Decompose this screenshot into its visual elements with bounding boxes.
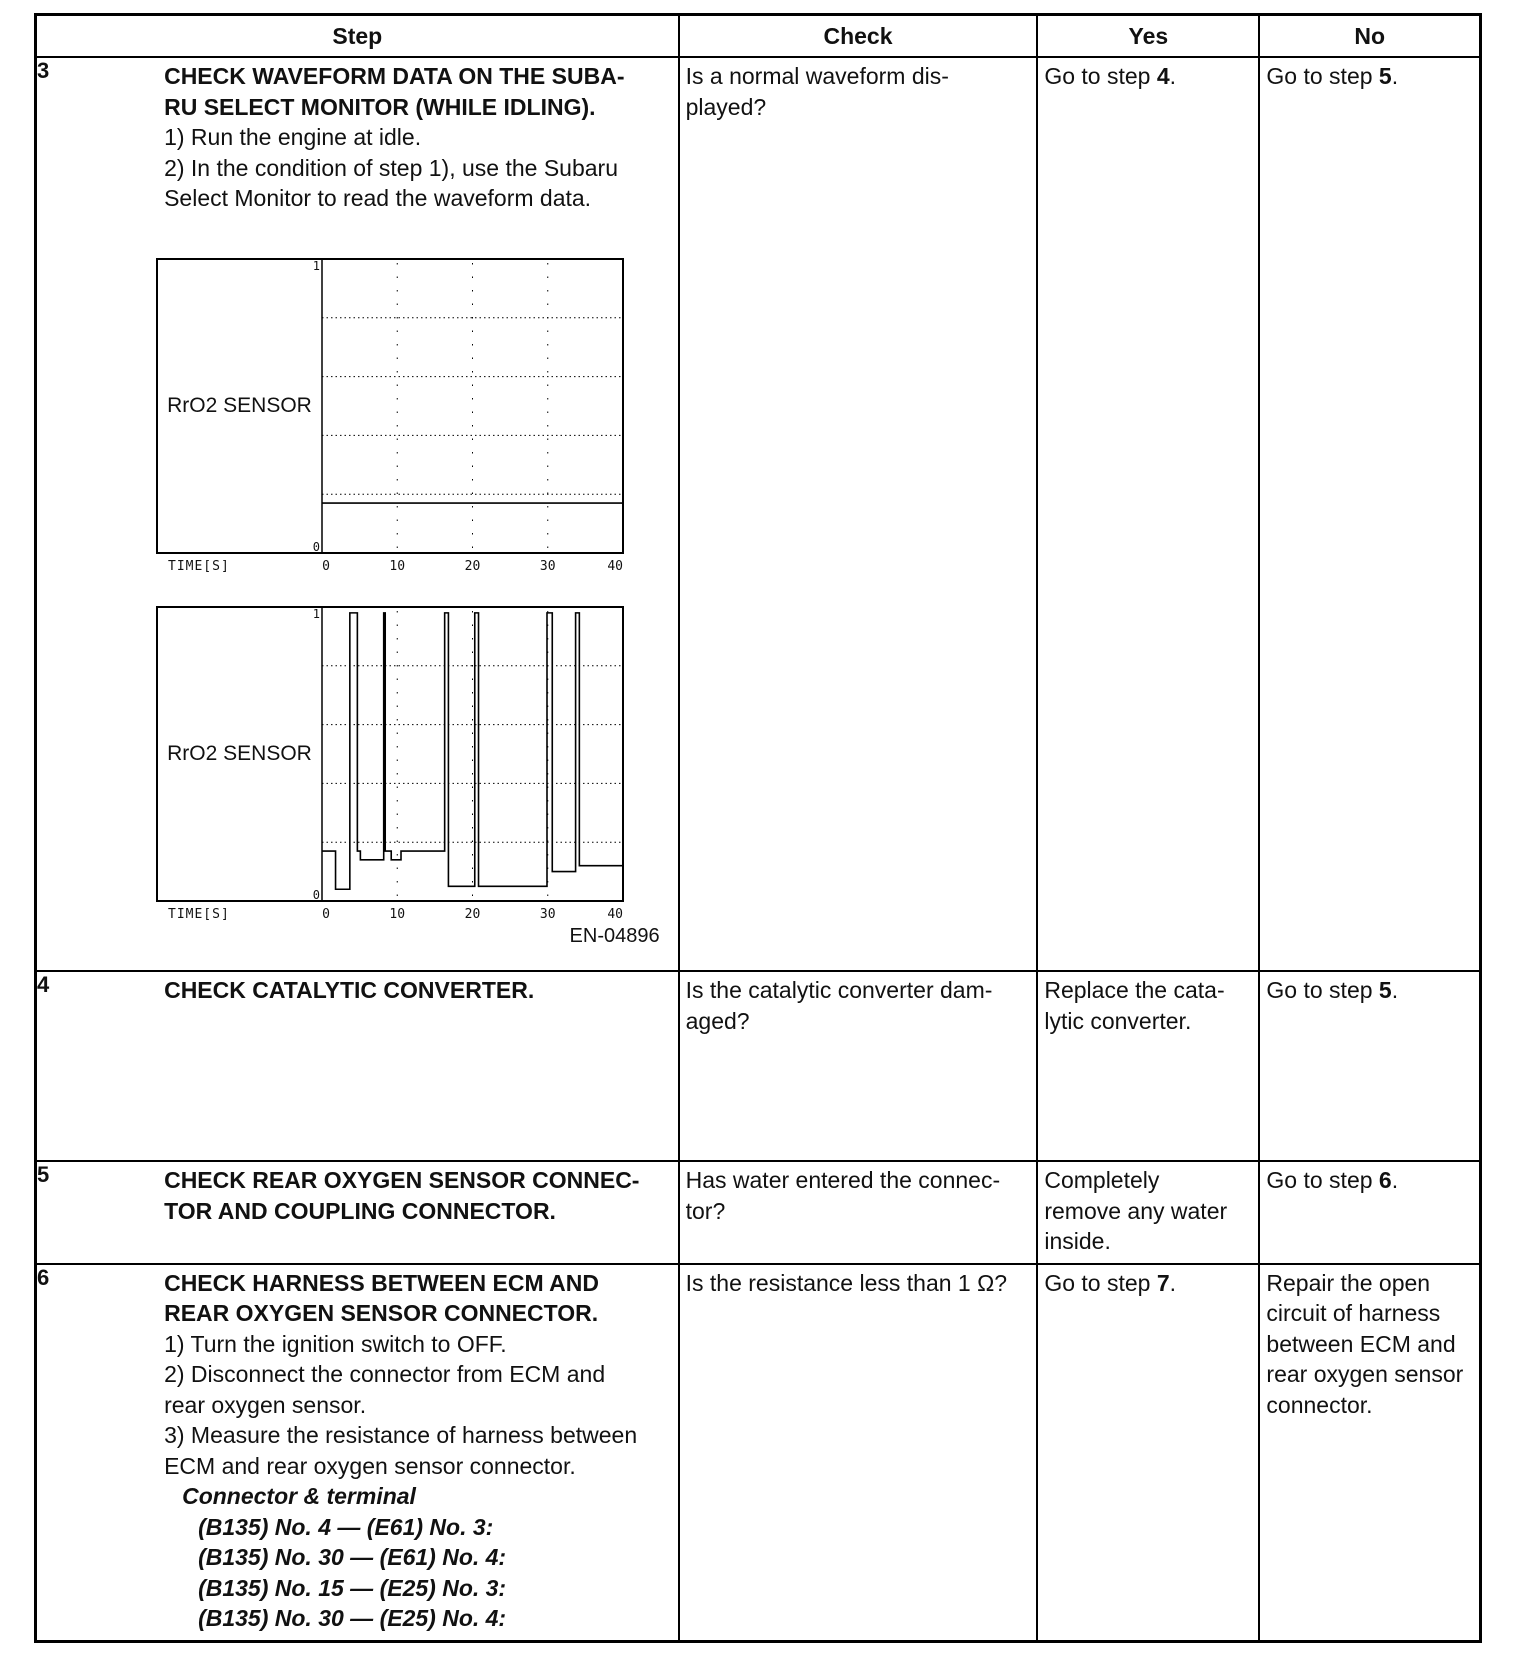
connector-terminal-spec: (B135) No. 30 — (E61) No. 4: xyxy=(198,1544,507,1570)
y-tick-label: 0 xyxy=(312,539,321,554)
check-cell xyxy=(679,1264,1038,1642)
x-tick-label: 0 xyxy=(322,558,330,574)
waveform-chart-normal xyxy=(156,258,631,578)
yes-text: . xyxy=(1169,1269,1177,1296)
step-description xyxy=(156,1161,679,1264)
x-tick-label: 20 xyxy=(464,906,481,922)
yes-text: Go to step xyxy=(1044,1269,1157,1296)
no-text: circuit of harness xyxy=(1266,1300,1441,1326)
step-number: 4 xyxy=(36,971,157,1161)
header-yes: Yes xyxy=(1037,15,1259,58)
step-instruction: 1) Turn the ignition switch to OFF. xyxy=(164,1330,507,1357)
yes-cell xyxy=(1037,57,1259,971)
no-text: . xyxy=(1391,977,1399,1003)
check-text: aged? xyxy=(685,1007,750,1034)
check-text: tor? xyxy=(685,1197,726,1224)
step-instruction: Select Monitor to read the waveform data. xyxy=(164,185,592,211)
no-text: Repair the open xyxy=(1266,1269,1431,1296)
x-tick-label: 40 xyxy=(607,906,624,922)
no-text: Go to step xyxy=(1266,977,1379,1003)
check-text: played? xyxy=(685,93,767,120)
table-row xyxy=(36,1161,1481,1264)
no-text: . xyxy=(1391,63,1399,89)
x-axis-label: TIME[S] xyxy=(168,906,230,922)
waveform-chart-svg xyxy=(156,606,631,926)
header-no: No xyxy=(1259,15,1480,58)
x-tick-label: 10 xyxy=(389,558,406,574)
step-title: CHECK WAVEFORM DATA ON THE SUBA- xyxy=(164,63,625,89)
y-tick-label: 1 xyxy=(312,258,321,273)
no-text: connector. xyxy=(1266,1391,1373,1418)
diagnostic-table xyxy=(34,13,1482,1643)
table-row xyxy=(36,57,1481,971)
yes-text: lytic converter. xyxy=(1044,1007,1192,1034)
x-tick-label: 30 xyxy=(540,558,556,574)
step-number: 3 xyxy=(36,57,157,971)
waveform-chart-svg xyxy=(156,258,631,578)
check-cell xyxy=(679,971,1038,1161)
no-text: rear oxygen sensor xyxy=(1266,1361,1464,1387)
yes-text: . xyxy=(1169,63,1177,89)
connector-terminal-heading: Connector & terminal xyxy=(182,1483,416,1509)
check-text: Is the catalytic converter dam- xyxy=(685,977,993,1003)
yes-text: Replace the cata- xyxy=(1044,977,1225,1003)
step-title: TOR AND COUPLING CONNECTOR. xyxy=(164,1197,556,1224)
no-cell xyxy=(1259,57,1480,971)
step-title: CHECK CATALYTIC CONVERTER. xyxy=(164,977,535,1003)
no-text: . xyxy=(1391,1167,1399,1193)
yes-text: Completely xyxy=(1044,1167,1160,1193)
yes-step-link: 4 xyxy=(1156,63,1170,89)
step-instruction: ECM and rear oxygen sensor connector. xyxy=(164,1452,576,1479)
connector-terminal-spec: (B135) No. 30 — (E25) No. 4: xyxy=(198,1605,507,1631)
check-text: Is a normal waveform dis- xyxy=(685,63,949,89)
check-text: Has water entered the connec- xyxy=(685,1167,1001,1193)
step-title: REAR OXYGEN SENSOR CONNECTOR. xyxy=(164,1300,599,1326)
connector-terminal-spec: (B135) No. 4 — (E61) No. 3: xyxy=(198,1513,494,1540)
step-description xyxy=(156,971,679,1161)
x-tick-label: 20 xyxy=(464,558,481,574)
no-step-link: 6 xyxy=(1378,1167,1392,1193)
sensor-label: RrO2 SENSOR xyxy=(167,393,312,417)
step-description xyxy=(156,1264,679,1642)
yes-step-link: 7 xyxy=(1156,1269,1170,1296)
step-instruction: 3) Measure the resistance of harness between xyxy=(164,1422,638,1448)
table-row xyxy=(36,1264,1481,1642)
x-axis-label: TIME[S] xyxy=(168,558,230,574)
no-step-link: 5 xyxy=(1378,977,1392,1003)
check-cell xyxy=(679,57,1038,971)
step-title: CHECK REAR OXYGEN SENSOR CONNEC- xyxy=(164,1167,640,1193)
yes-text: remove any water xyxy=(1044,1197,1228,1224)
waveform-chart-abnormal xyxy=(156,606,631,926)
step-number: 5 xyxy=(36,1161,157,1264)
table-row xyxy=(36,971,1481,1161)
figure-id: EN-04896 xyxy=(569,925,660,947)
no-cell xyxy=(1259,1264,1480,1642)
header-check: Check xyxy=(679,15,1038,58)
header-row xyxy=(36,15,1481,58)
step-instruction: 1) Run the engine at idle. xyxy=(164,124,422,150)
x-tick-label: 30 xyxy=(540,906,556,922)
check-cell xyxy=(679,1161,1038,1264)
step-title: RU SELECT MONITOR (WHILE IDLING). xyxy=(164,93,596,120)
y-tick-label: 1 xyxy=(312,606,321,621)
no-text: Go to step xyxy=(1266,63,1379,89)
yes-text: inside. xyxy=(1044,1228,1111,1254)
yes-cell xyxy=(1037,1264,1259,1642)
step-description xyxy=(156,57,679,971)
yes-text: Go to step xyxy=(1044,63,1157,89)
x-tick-label: 40 xyxy=(607,558,624,574)
no-text: Go to step xyxy=(1266,1167,1379,1193)
step-title: CHECK HARNESS BETWEEN ECM AND xyxy=(164,1269,599,1296)
step-instruction: 2) Disconnect the connector from ECM and xyxy=(164,1361,606,1387)
step-number: 6 xyxy=(36,1264,157,1642)
step-instruction: rear oxygen sensor. xyxy=(164,1391,367,1418)
no-text: between ECM and xyxy=(1266,1330,1456,1357)
no-cell xyxy=(1259,971,1480,1161)
no-cell xyxy=(1259,1161,1480,1264)
yes-cell xyxy=(1037,1161,1259,1264)
no-step-link: 5 xyxy=(1378,63,1392,89)
header-step: Step xyxy=(36,15,679,58)
step-instruction: 2) In the condition of step 1), use the Subaru xyxy=(164,154,618,181)
x-tick-label: 0 xyxy=(322,906,330,922)
y-tick-label: 0 xyxy=(312,887,321,902)
check-text: Is the resistance less than 1 Ω? xyxy=(685,1269,1008,1296)
yes-cell xyxy=(1037,971,1259,1161)
sensor-label: RrO2 SENSOR xyxy=(167,741,312,765)
waveform-figure xyxy=(164,214,672,954)
x-tick-label: 10 xyxy=(389,906,406,922)
connector-terminal-spec: (B135) No. 15 — (E25) No. 3: xyxy=(198,1574,507,1601)
